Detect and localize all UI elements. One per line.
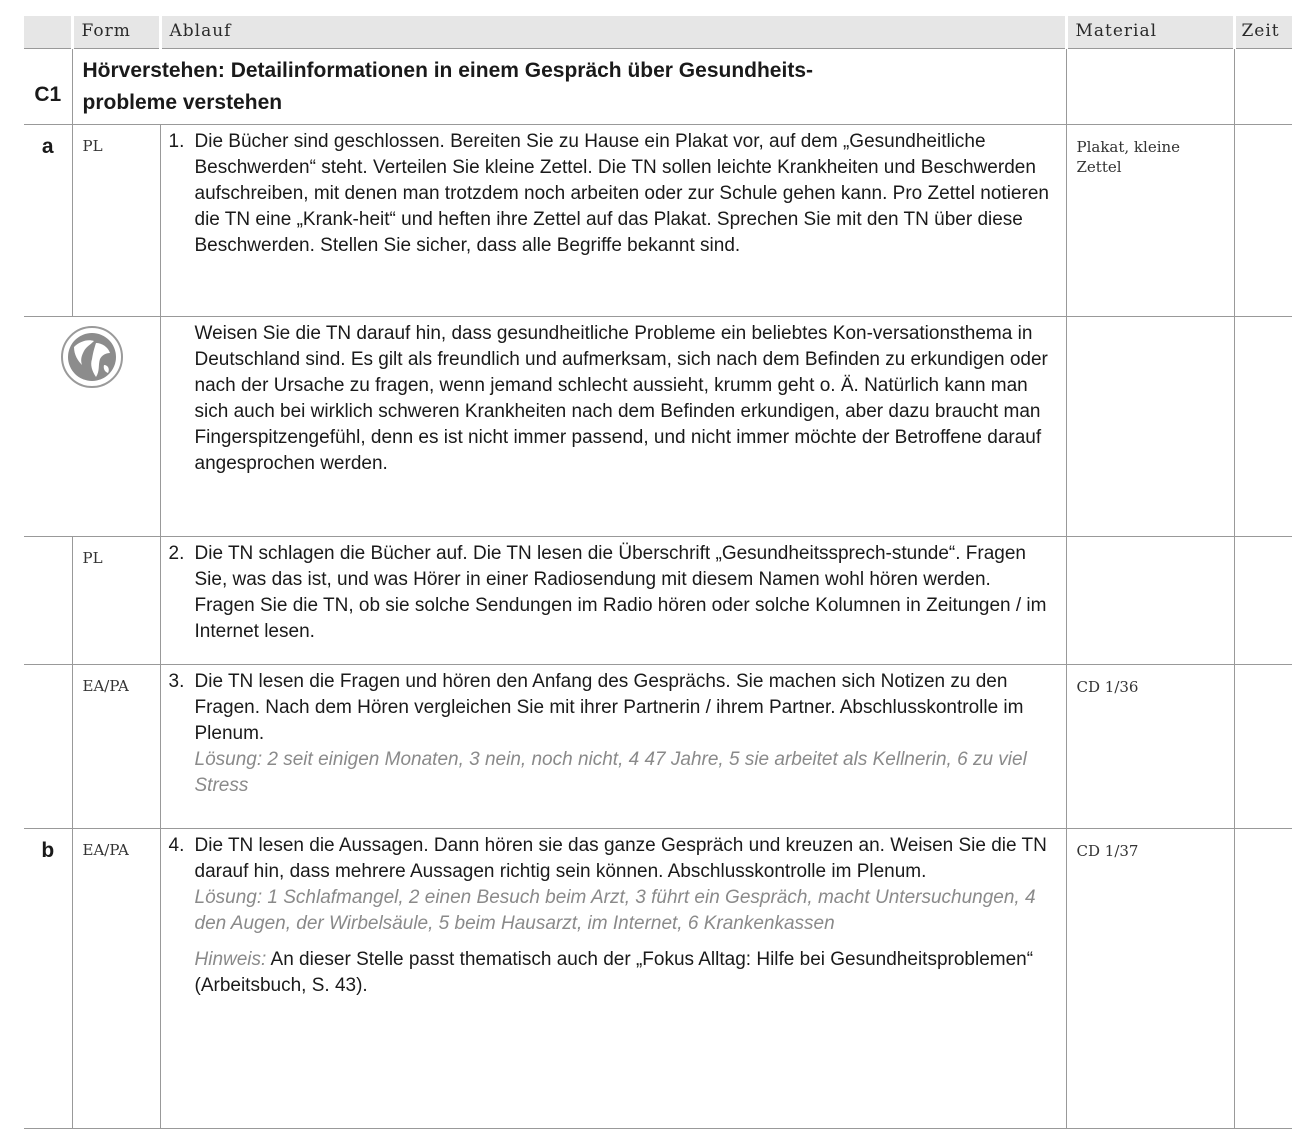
row-letter: b bbox=[24, 829, 72, 1129]
header-section bbox=[24, 16, 72, 49]
step-text: Die TN lesen die Fragen und hören den Anfang des Gesprächs. Sie machen sich Notizen zu den Fragen. Nach dem Hören vergleichen Sie mit ihrer Partnerin / ihrem Partner. Abschlusskontrolle im Plenum. bbox=[194, 671, 1024, 744]
material-cell bbox=[1066, 49, 1234, 125]
hint-label: Hinweis: bbox=[194, 949, 267, 970]
zeit-cell bbox=[1234, 665, 1292, 829]
table-row bbox=[24, 665, 1292, 829]
lesson-plan-page bbox=[24, 16, 1292, 1129]
step-text: Die Bücher sind geschlossen. Bereiten Sie zu Hause ein Plakat vor, auf dem „Gesundheitliche Beschwerden“ steht. Verteilen Sie kleine Zettel. Die TN sollen leichte Krankheiten und Beschwerden aufschreiben, mit denen man trotzdem noch arbeiten oder zur Schule gehen kann. Pro Zettel notieren die TN eine „Krank-heit“ und heften ihre Zettel auf das Plakat. Sprechen Sie mit den TN über diese Beschwerden. Stellen Sie sicher, dass alle Begriffe bekannt sind. bbox=[194, 131, 1049, 256]
hint-body: An dieser Stelle passt thematisch auch der „Fokus Alltag: Hilfe bei Gesundheitsproblemen“ (Arbeitsbuch, S. 43). bbox=[194, 949, 1034, 996]
row-letter: a bbox=[24, 125, 72, 317]
zeit-cell bbox=[1234, 317, 1292, 537]
material-cell bbox=[1066, 537, 1234, 665]
solution-text: Lösung: 1 Schlafmangel, 2 einen Besuch beim Arzt, 3 führt ein Gespräch, macht Untersuchungen, 4 den Augen, der Wirbelsäule, 5 beim Hausarzt, im Internet, 6 Krankenkassen bbox=[194, 887, 1036, 934]
form-cell: EA/PA bbox=[72, 829, 160, 1129]
table-row bbox=[24, 537, 1292, 665]
hint-text bbox=[195, 947, 1056, 999]
table-row bbox=[24, 317, 1292, 537]
row-letter bbox=[24, 665, 72, 829]
step-text: Die TN lesen die Aussagen. Dann hören sie das ganze Gespräch und kreuzen an. Weisen Sie die TN darauf hin, dass mehrere Aussagen richtig sein können. Abschlusskontrolle im Plenum. bbox=[194, 835, 1047, 882]
lesson-plan-table bbox=[24, 16, 1292, 1129]
step-number: 3. bbox=[168, 671, 185, 692]
section-title bbox=[72, 49, 1066, 125]
table-row bbox=[24, 829, 1292, 1129]
table-row bbox=[24, 125, 1292, 317]
ablauf-cell bbox=[160, 317, 1066, 537]
step-number: 2. bbox=[168, 543, 185, 564]
zeit-cell bbox=[1234, 829, 1292, 1129]
material-cell: CD 1/36 bbox=[1066, 665, 1234, 829]
culture-note: Weisen Sie die TN darauf hin, dass gesundheitliche Probleme ein beliebtes Kon-versationsthema in Deutschland sind. Es gilt als freundlich und aufmerksam, sich nach dem Befinden zu erkundigen oder nach der Ursache zu fragen, wenn jemand schlecht aussieht, krumm geht o. Ä. Natürlich kann man sich auch bei wirklich schweren Krankheiten nach dem Befinden erkundigen, aber dazu braucht man Fingerspitzengefühl, denn es ist nicht immer passend, und nicht immer möchte der Betroffene darauf angesprochen werden. bbox=[194, 323, 1048, 474]
ablauf-cell bbox=[160, 665, 1066, 829]
step-text: Die TN schlagen die Bücher auf. Die TN lesen die Überschrift „Gesundheitssprech-stunde“. Fragen Sie, was das ist, und was Hörer in einer Radiosendung mit diesem Namen wohl hören werden. Fragen Sie die TN, ob sie solche Sendungen im Radio hören oder solche Kolumnen in Zeitungen / im Internet lesen. bbox=[194, 543, 1047, 642]
solution-text: Lösung: 2 seit einigen Monaten, 3 nein, noch nicht, 4 47 Jahre, 5 sie arbeitet als Kellnerin, 6 zu viel Stress bbox=[194, 749, 1027, 796]
section-heading-row bbox=[24, 49, 1292, 125]
header-ablauf: Ablauf bbox=[160, 16, 1066, 49]
header-form: Form bbox=[72, 16, 160, 49]
form-cell: PL bbox=[72, 125, 160, 317]
row-letter bbox=[24, 537, 72, 665]
step-number: 1. bbox=[168, 131, 185, 152]
section-title-text: Hörverstehen: Detailinformationen in einem Gespräch über Gesundheits- probleme verstehen bbox=[82, 59, 813, 114]
zeit-cell bbox=[1234, 125, 1292, 317]
material-cell: CD 1/37 bbox=[1066, 829, 1234, 1129]
material-cell bbox=[1066, 317, 1234, 537]
zeit-cell bbox=[1234, 49, 1292, 125]
globe-icon bbox=[24, 317, 160, 389]
icon-cell bbox=[24, 317, 160, 537]
step-number: 4. bbox=[168, 835, 185, 856]
ablauf-cell bbox=[160, 829, 1066, 1129]
material-cell: Plakat, kleine Zettel bbox=[1066, 125, 1234, 317]
table-header bbox=[24, 16, 1292, 49]
header-zeit: Zeit bbox=[1234, 16, 1292, 49]
header-material: Material bbox=[1066, 16, 1234, 49]
form-cell: PL bbox=[72, 537, 160, 665]
ablauf-cell bbox=[160, 537, 1066, 665]
section-id: C1 bbox=[24, 49, 72, 125]
form-cell: EA/PA bbox=[72, 665, 160, 829]
zeit-cell bbox=[1234, 537, 1292, 665]
ablauf-cell bbox=[160, 125, 1066, 317]
